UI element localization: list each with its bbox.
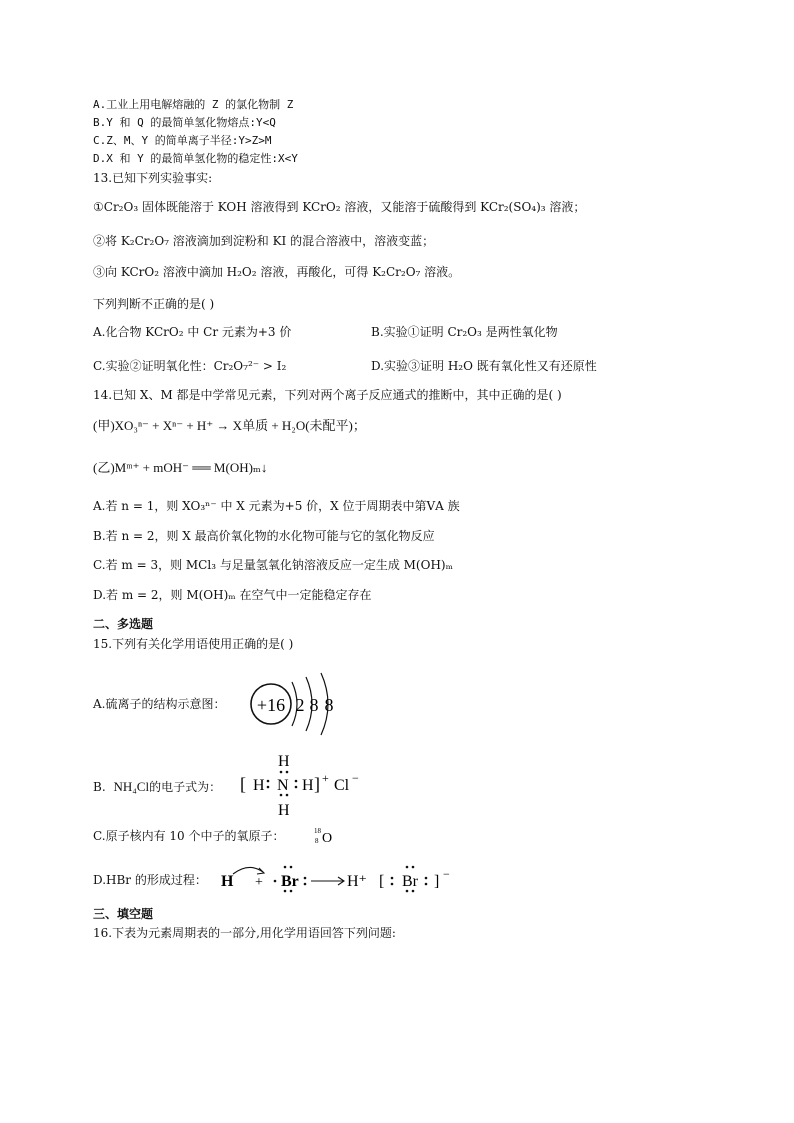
element-o: O: [322, 831, 333, 846]
bracket-right: ]: [434, 873, 440, 890]
shell-electrons-3: 8: [324, 695, 334, 715]
chloride-symbol: Cl: [334, 777, 350, 794]
q13-question: 下列判断不正确的是( ): [93, 297, 215, 311]
atom-h-left: H: [253, 777, 265, 794]
q16-stem: 16.下表为元素周期表的一部分,用化学用语回答下列问题:: [93, 926, 396, 940]
section-title-multi-choice: 二、多选题: [93, 617, 154, 631]
q14-option-a: A.若 n = 1，则 XO₃ⁿ⁻ 中 X 元素为+5 价，X 位于周期表中第ⅤA 族: [93, 499, 460, 513]
q15-option-b-prefix: B.: [93, 780, 106, 794]
q13-option-a: A.化合物 KCrO₂ 中 Cr 元素为+3 价: [93, 325, 292, 339]
charge-plus: +: [322, 771, 329, 785]
q15-option-b-label: [93, 779, 221, 795]
q12-option-b: B.Y 和 Q 的最简单氢化物熔点:Y<Q: [93, 116, 276, 129]
q13-fact-1: ①Cr₂O₃ 固体既能溶于 KOH 溶液得到 KCrO₂ 溶液，又能溶于硫酸得到 KCr₂(SO₄)₃ 溶液；: [93, 200, 586, 214]
charge-minus: −: [352, 771, 359, 785]
q14-option-d: D.若 m = 2，则 M(OH)ₘ 在空气中一定能稳定存在: [93, 588, 372, 602]
nh4cl-electron-formula: [238, 752, 378, 818]
h-plus-ion: H⁺: [347, 873, 367, 890]
q14-option-b: B.若 n = 2，则 X 最高价氧化物的水化物可能与它的氢化物反应: [93, 529, 435, 543]
atom-h: H: [221, 873, 234, 890]
q15-option-c: C.原子核内有 10 个中子的氧原子：: [93, 829, 285, 843]
atom-br: Br: [281, 873, 299, 890]
q13-fact-3: ③向 KCrO₂ 溶液中滴加 H₂O₂ 溶液，再酸化，可得 K₂Cr₂O₇ 溶液。: [93, 265, 461, 279]
q12-option-c: C.Z、M、Y 的简单离子半径:Y>Z>M: [93, 134, 272, 147]
q15-option-b-text: 的电子式为：: [149, 780, 222, 794]
sulfide-ion-structure-diagram: [248, 668, 348, 742]
shell-electrons-1: 2: [295, 695, 305, 715]
q14-stem: 14.已知 X、M 都是中学常见元素，下列对两个离子反应通式的推断中，其中正确的是( ): [93, 388, 562, 402]
plus-sign: +: [255, 875, 263, 890]
nucleus-charge: +16: [256, 695, 286, 715]
q12-option-a: A.工业上用电解熔融的 Z 的氯化物制 Z: [93, 98, 294, 111]
q14-equation-2: (乙)Mᵐ⁺ + mOH⁻ ══ M(OH)ₘ↓: [93, 460, 268, 475]
q13-option-d: D.实验③证明 H₂O 既有氧化性又有还原性: [371, 359, 597, 373]
atom-h-top: H: [278, 753, 290, 770]
q14-equation-1: (甲)XO₃ⁿ⁻ + Xⁿ⁻ + H⁺ → X单质 + H₂O(未配平)；: [93, 418, 366, 433]
q15-option-d: D.HBr 的形成过程：: [93, 873, 207, 887]
section-title-fill-in: 三、填空题: [93, 907, 154, 921]
bracket-right: ]: [314, 774, 320, 794]
oxygen-18-symbol: [312, 824, 342, 848]
shell-electrons-2: 8: [309, 695, 319, 715]
nh4cl-formula: NH₄Cl: [113, 779, 150, 794]
q14-option-c: C.若 m = 3，则 MCl₃ 与足量氢氧化钠溶液反应一定生成 M(OH)ₘ: [93, 558, 453, 572]
q13-stem: 13.已知下列实验事实:: [93, 171, 213, 185]
atom-n: N: [277, 777, 289, 794]
q15-stem: 15.下列有关化学用语使用正确的是( ): [93, 637, 294, 651]
atomic-number: 8: [315, 837, 319, 845]
q13-fact-2: ②将 K₂Cr₂O₇ 溶液滴加到淀粉和 KI 的混合溶液中，溶液变蓝；: [93, 234, 435, 248]
charge-minus: −: [443, 867, 450, 881]
atom-h-right: H: [302, 777, 314, 794]
mass-number: 18: [314, 827, 321, 835]
q13-option-c: C.实验②证明氧化性：Cr₂O₇²⁻ > I₂: [93, 359, 287, 373]
bracket-left: [: [379, 873, 385, 890]
atom-h-bottom: H: [278, 802, 290, 818]
bracket-left: [: [240, 774, 246, 794]
q12-option-d: D.X 和 Y 的最简单氢化物的稳定性:X<Y: [93, 152, 298, 165]
bromide-symbol: Br: [402, 873, 418, 890]
hbr-formation-diagram: [219, 860, 479, 896]
q13-option-b: B.实验①证明 Cr₂O₃ 是两性氧化物: [371, 325, 558, 339]
q15-option-a: A.硫离子的结构示意图：: [93, 697, 226, 711]
